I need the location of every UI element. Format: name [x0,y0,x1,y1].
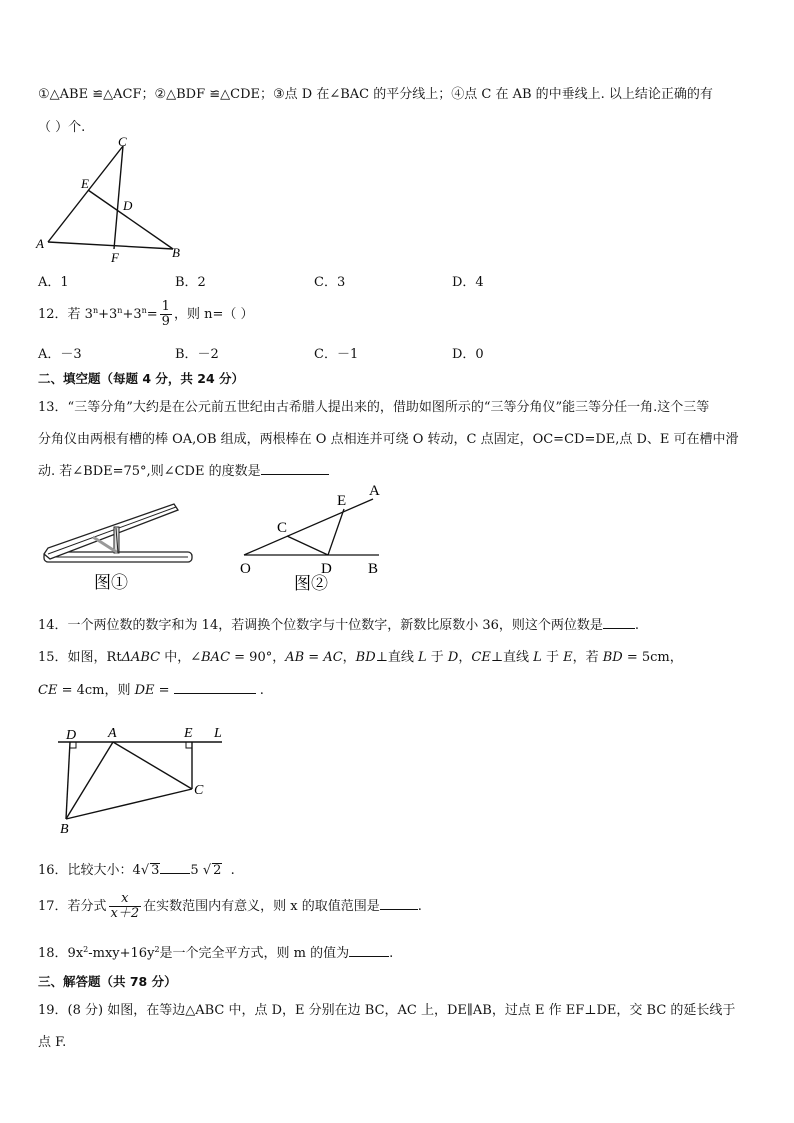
label-b: B [172,245,180,260]
q19-line2: 点 F. [38,1035,67,1050]
q17-fraction: $\frac{x}{x+2}$ [110,891,140,921]
q13-trisector-figure [38,492,198,597]
segment-ab [66,742,113,819]
fig1-caption: 图① [94,573,128,592]
segment-ac [48,146,123,242]
label-a: A [369,483,380,499]
label-c: C [277,520,288,536]
segment-ab [48,242,173,249]
label-d: D [321,561,332,577]
segment-cd [287,536,328,555]
q12-option-d: D．0 [452,347,484,362]
segment-bc [66,789,192,819]
label-d: D [123,198,133,213]
q11-option-b: B．2 [175,275,206,290]
q15-figure [52,720,237,838]
q18-statement: 18．$9x^2-mxy+16y^2$是一个完全平方式，则 m 的值为 . [38,945,394,961]
q13-line3: 动. 若∠BDE=75°,则∠CDE 的度数是 [38,460,329,479]
label-e: E [184,726,193,741]
q12-statement: 12．若 $3^n+3^n+3^n=$ $\frac{1}{9}$ ，则 n=（ ） [38,299,254,329]
label-f: F [111,250,119,265]
q11-option-c: C．3 [314,275,346,290]
q12-option-b: B．－2 [175,347,219,362]
q19-line1: 19．(8 分) 如图，在等边△ABC 中，点 D，E 分别在边 BC，AC 上，DE∥AB，过点 E 作 EF⊥DE，交 BC 的延长线于 [38,1003,736,1018]
q16-statement: 16．比较大小：4√ 3 5 √ 2 . [38,863,235,878]
q11-triangle-figure [30,132,190,267]
q11-statement-line1: ①△ABE ≌△ACF；②△BDF ≌△CDE；③点 D 在∠BAC 的平分线上；④点 C 在 AB 的中垂线上. 以上结论正确的有 [38,87,713,102]
label-b: B [60,822,69,837]
q13-figure-2 [236,482,396,592]
q12-option-c: C．－1 [314,347,359,362]
q11-option-a: A．1 [38,275,69,290]
label-a: A [36,236,44,251]
label-e: E [81,176,89,191]
segment-ac [113,742,192,789]
segment-de [328,509,344,555]
label-a: A [108,726,117,741]
right-angle-e [186,742,192,748]
label-o: O [240,561,251,577]
q17-statement: 17．若分式 $\frac{x}{x+2}$ 在实数范围内有意义，则 x 的取值范围是 . [38,891,422,921]
segment-cf [114,146,123,249]
section-2-heading: 二、填空题（每题 4 分，共 24 分） [38,371,245,386]
q14-statement: 14．一个两位数的数字和为 14，若调换个位数字与十位数字，新数比原数小 36，则这个两位数是 . [38,618,640,633]
q11-option-d: D．4 [452,275,484,290]
q12-fraction: $\frac{1}{9}$ [161,299,170,329]
trisector-device [44,504,192,562]
label-l: L [214,726,222,741]
section-3-heading: 三、解答题（共 78 分） [38,974,177,989]
q15-line2: CE = 4cm，则 DE = . [38,683,264,698]
segment-db [66,742,70,819]
q11-statement-line2: （ ）个. [38,120,86,135]
q13-line2: 分角仪由两根有槽的棒 OA,OB 组成，两根棒在 O 点相连并可绕 O 转动，C 点固定，OC=CD=DE,点 D、E 可在槽中滑 [38,432,739,447]
q15-line1: 15．如图，RtΔABC 中，∠BAC = 90°，AB = AC，BD⊥直线 L 于 D，CE⊥直线 L 于 E，若 BD = 5cm， [38,650,683,665]
label-b: B [368,561,379,577]
q12-option-a: A．－3 [38,347,82,362]
q13-line1: 13．“三等分角”大约是在公元前五世纪由古希腊人提出来的，借助如图所示的“三等分角仪”能三等分任一角.这个三等 [38,400,710,415]
label-c: C [118,134,127,149]
label-d: D [66,728,77,743]
label-e: E [337,493,347,509]
label-c: C [194,783,204,798]
fig2-caption: 图② [294,574,328,592]
